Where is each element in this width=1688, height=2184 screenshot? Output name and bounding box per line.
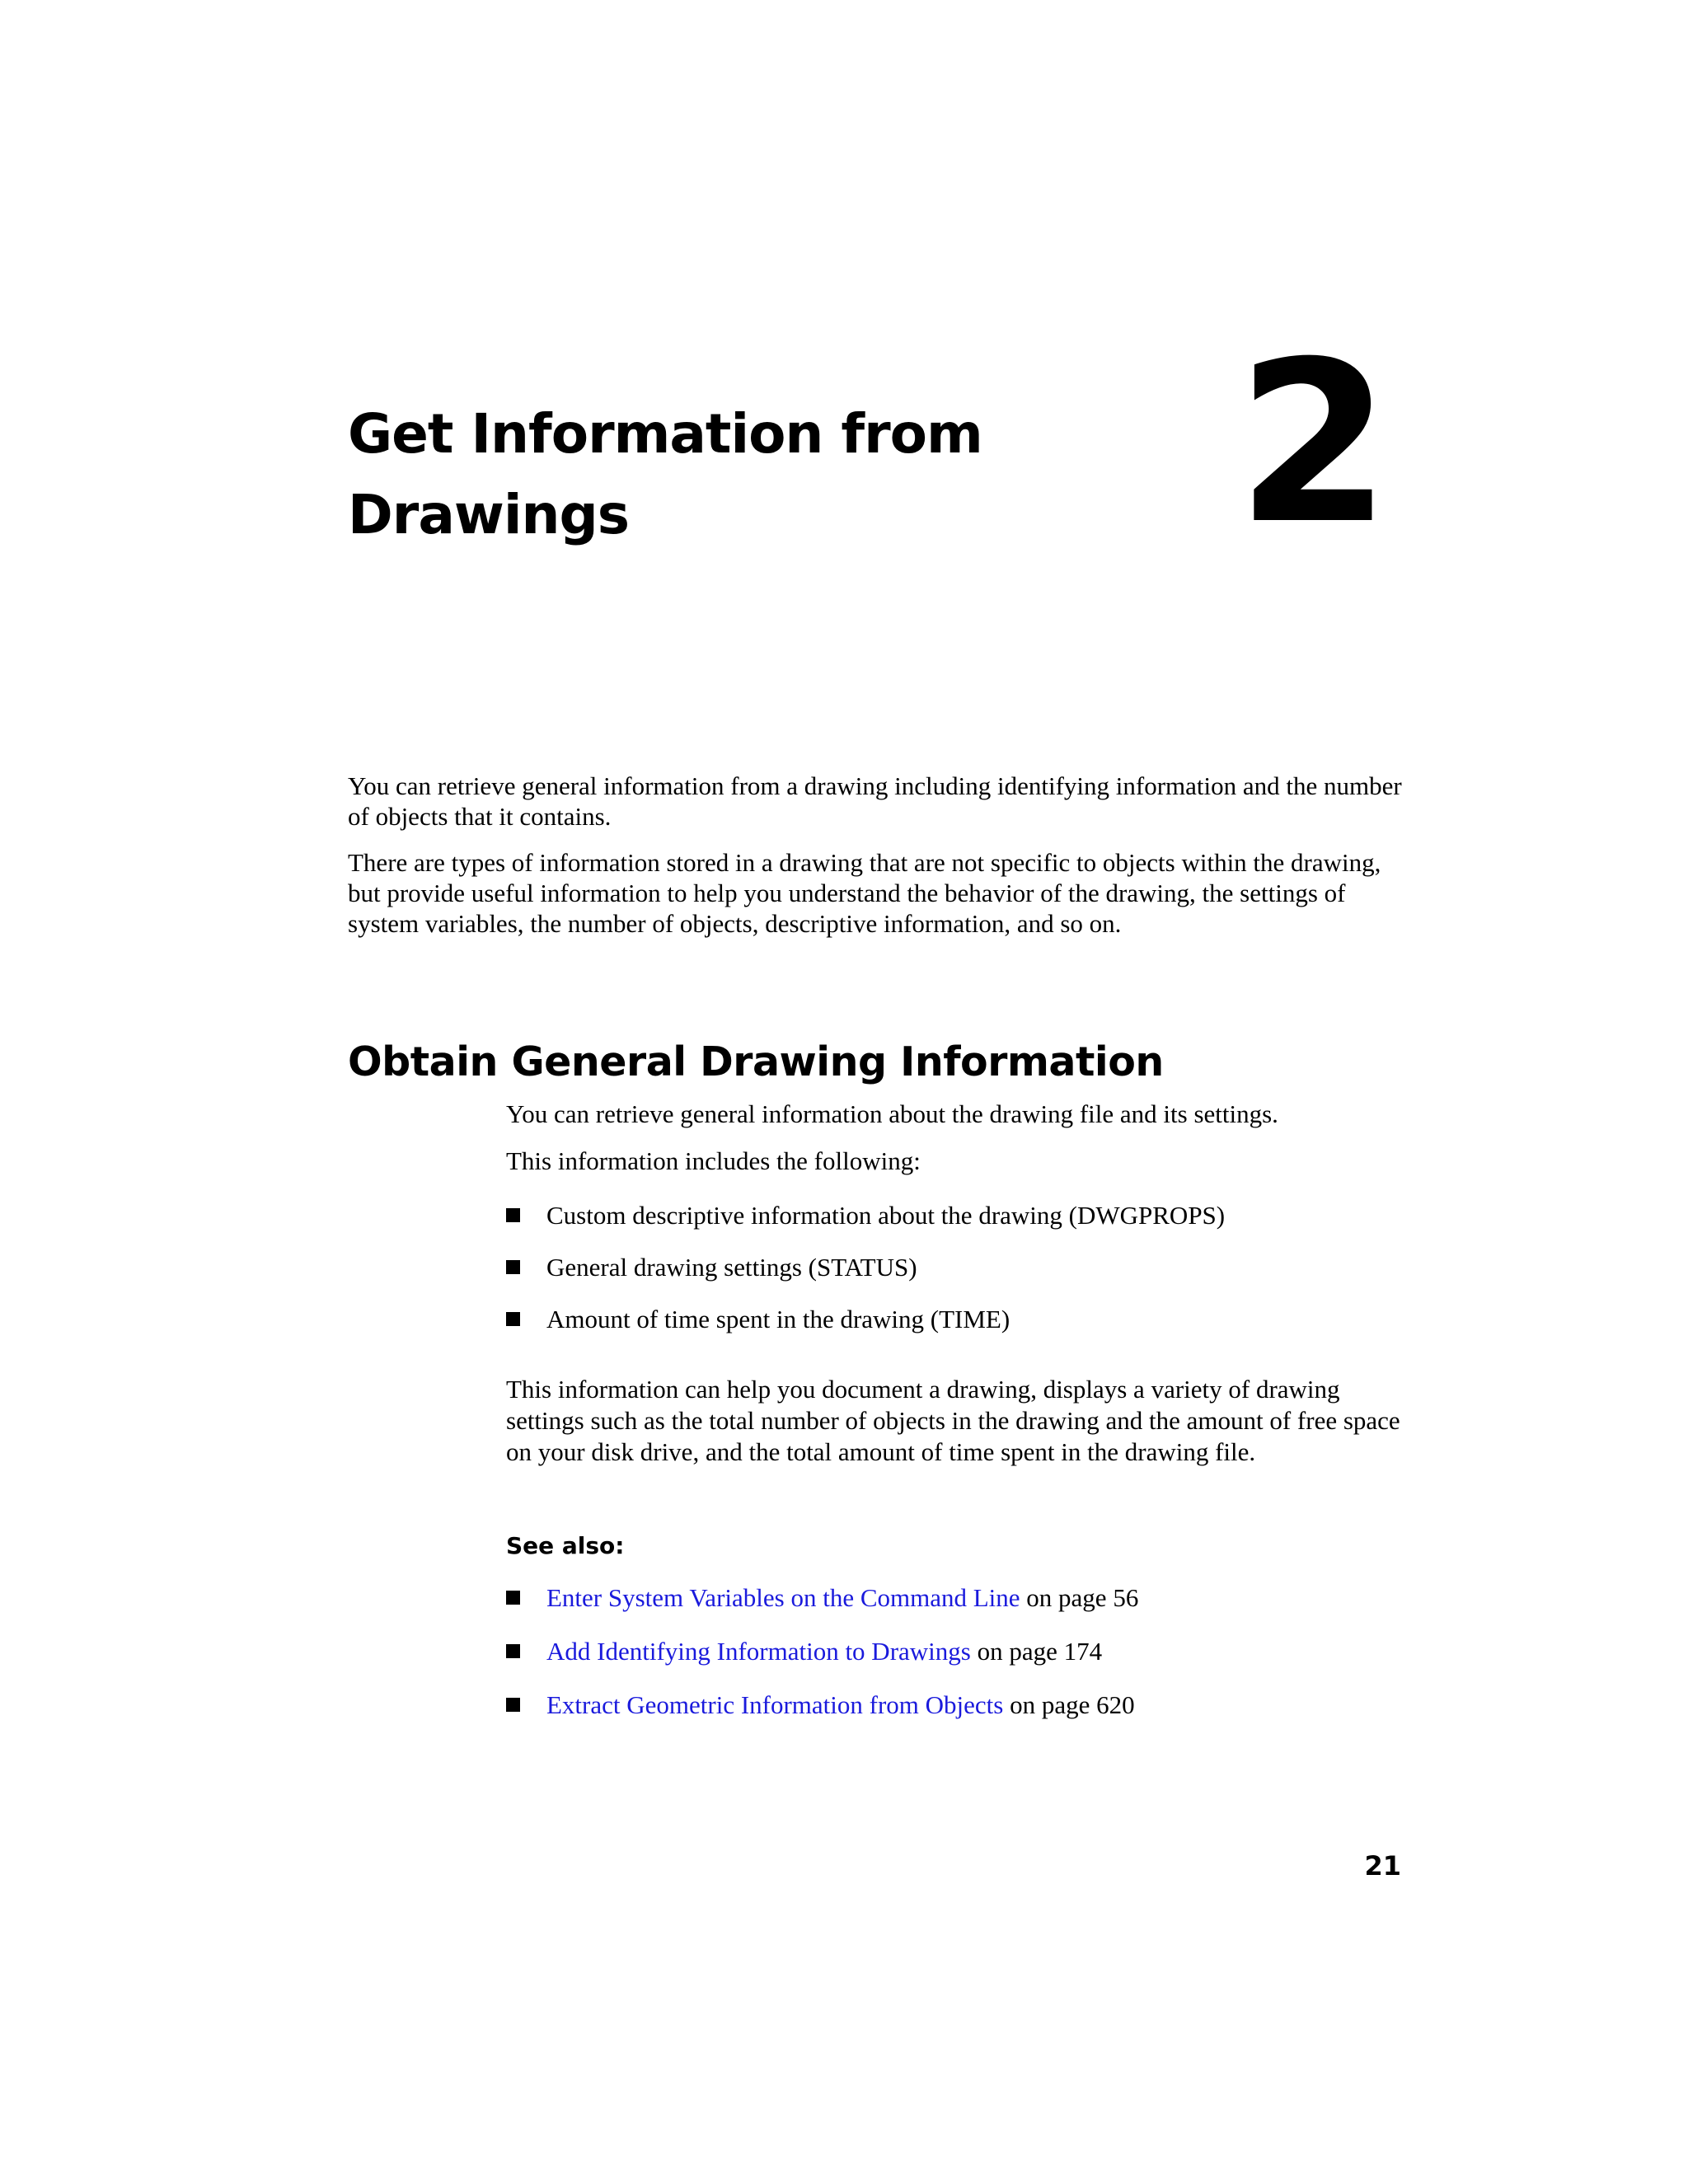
see-also-list [506,1582,1413,1743]
list-item [506,1304,1413,1356]
section-paragraph-1: You can retrieve general information about the drawing file and its settings. [506,1099,1278,1128]
see-also-label: See also: [506,1532,625,1559]
link-extract-geometric-information[interactable]: Extract Geometric Information from Objects [546,1690,1004,1719]
list-item-text: Amount of time spent in the drawing (TIME) [546,1305,1010,1333]
see-also-page-ref: on page 174 [970,1637,1103,1666]
list-item [506,1252,1413,1304]
section-paragraph-3: This information can help you document a drawing, displays a variety of drawing settings such as the total number of objects in the drawing and the amount of free space on your disk drive, and the total amount of time spent in the drawing file. [506,1375,1400,1466]
see-also-item [506,1582,1413,1636]
section-paragraph-2: This information includes the following: [506,1146,921,1175]
link-enter-system-variables[interactable]: Enter System Variables on the Command Line [546,1583,1020,1612]
see-also-item [506,1690,1413,1743]
list-item [506,1200,1413,1252]
section-heading: Obtain General Drawing Information [348,1038,1164,1085]
page-number: 21 [1364,1850,1401,1882]
info-bullet-list [506,1200,1413,1356]
see-also-page-ref: on page 620 [1003,1690,1135,1719]
chapter-number: 2 [1236,313,1386,573]
intro-paragraph-2: There are types of information stored in a drawing that are not specific to objects within the drawing, but provide useful information to help you understand the behavior of the drawing, the settings of system variables, the number of objects, descriptive information, and so on. [348,848,1381,938]
bullet-square-icon [506,1208,520,1222]
chapter-title [348,394,1090,555]
chapter-title-line-1: Get Information from [348,402,982,466]
bullet-square-icon [506,1312,520,1326]
chapter-title-line-2: Drawings [348,483,629,546]
list-item-text: General drawing settings (STATUS) [546,1253,917,1282]
see-also-page-ref: on page 56 [1020,1583,1139,1612]
intro-paragraph-1: You can retrieve general information from a drawing including identifying information and the number of objects that it contains. [348,771,1402,831]
bullet-square-icon [506,1591,520,1605]
link-add-identifying-information[interactable]: Add Identifying Information to Drawings [546,1637,971,1666]
see-also-item [506,1636,1413,1690]
bullet-square-icon [506,1260,520,1274]
list-item-text: Custom descriptive information about the drawing (DWGPROPS) [546,1201,1226,1230]
bullet-square-icon [506,1644,520,1658]
bullet-square-icon [506,1698,520,1712]
